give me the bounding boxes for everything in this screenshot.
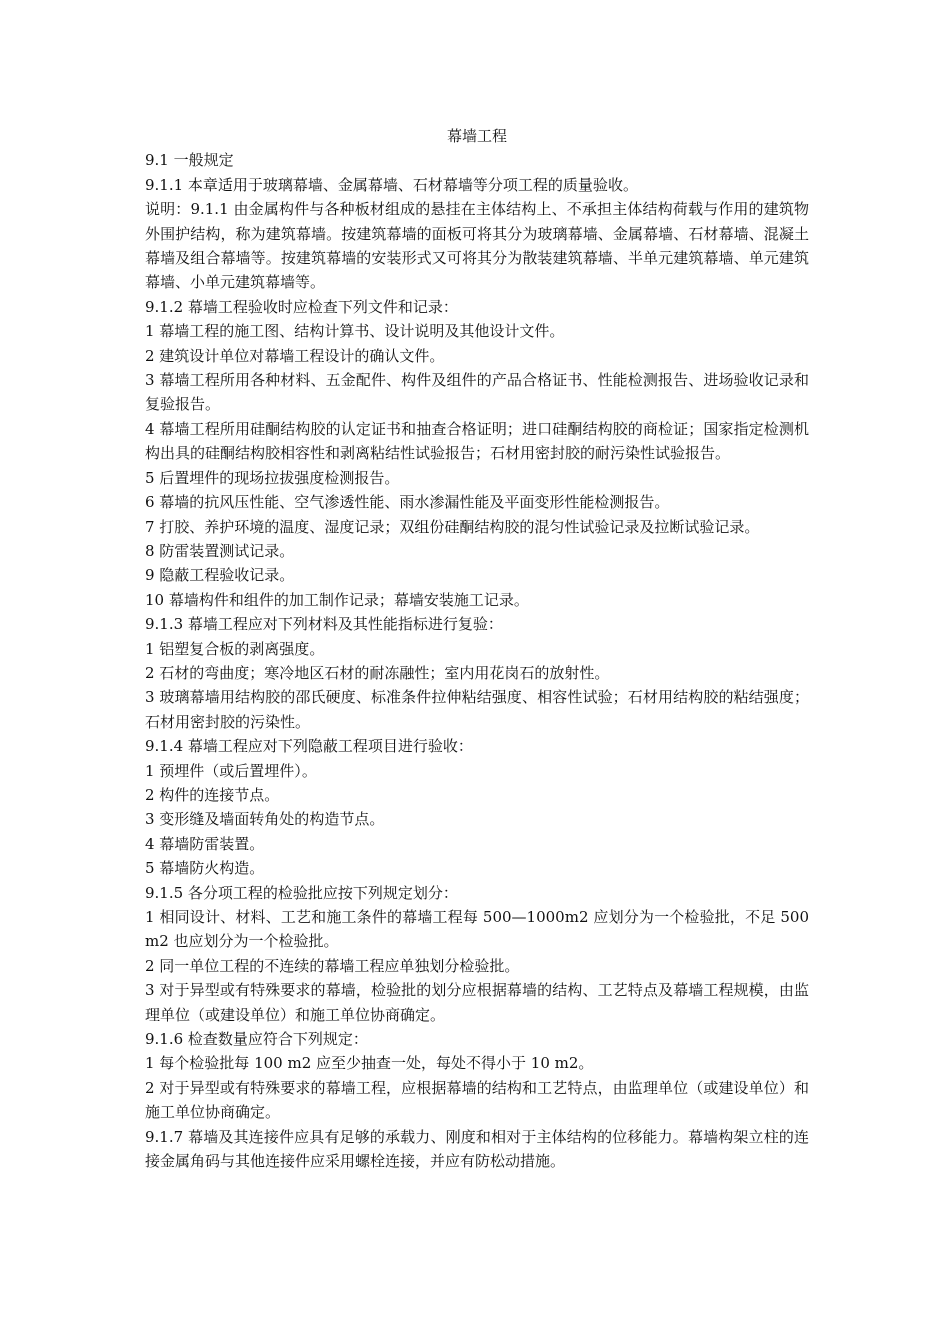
paragraph: 2 同一单位工程的不连续的幕墙工程应单独划分检验批。 (145, 956, 520, 975)
paragraph: 9 隐蔽工程验收记录。 (145, 566, 295, 585)
paragraph: 1 预埋件（或后置埋件）。 (145, 761, 317, 780)
paragraph: 7 打胶、养护环境的温度、湿度记录；双组份硅酮结构胶的混匀性试验记录及拉断试验记录。 (145, 517, 760, 536)
paragraph: 9.1.2 幕墙工程验收时应检查下列文件和记录： (145, 297, 458, 316)
paragraph: 3 幕墙工程所用各种材料、五金配件、构件及组件的产品合格证书、性能检测报告、进场验收记录和复验报告。 (145, 371, 809, 414)
paragraph: 9.1 一般规定 (145, 151, 234, 170)
paragraph: 1 铝塑复合板的剥离强度。 (145, 639, 325, 658)
paragraph: 8 防雷装置测试记录。 (145, 541, 295, 560)
paragraph: 1 每个检验批每 100 m2 应至少抽查一处，每处不得小于 10 m2。 (145, 1054, 594, 1073)
document-body (145, 148, 809, 1173)
paragraph: 9.1.1 本章适用于玻璃幕墙、金属幕墙、石材幕墙等分项工程的质量验收。 (145, 175, 638, 194)
paragraph: 4 幕墙防雷装置。 (145, 834, 265, 853)
paragraph: 9.1.6 检查数量应符合下列规定： (145, 1030, 368, 1049)
paragraph: 9.1.7 幕墙及其连接件应具有足够的承载力、刚度和相对于主体结构的位移能力。幕墙构架立柱的连接金属角码与其他连接件应采用螺栓连接，并应有防松动措施。 (145, 1127, 809, 1171)
paragraph: 2 建筑设计单位对幕墙工程设计的确认文件。 (145, 346, 445, 365)
paragraph: 3 玻璃幕墙用结构胶的邵氏硬度、标准条件拉伸粘结强度、相容性试验；石材用结构胶的粘结强度；石材用密封胶的污染性。 (145, 688, 809, 731)
paragraph: 2 石材的弯曲度；寒冷地区石材的耐冻融性；室内用花岗石的放射性。 (145, 663, 610, 682)
paragraph: 9.1.3 幕墙工程应对下列材料及其性能指标进行复验： (145, 615, 503, 634)
paragraph: 5 幕墙防火构造。 (145, 859, 265, 878)
document-page (145, 124, 809, 1173)
paragraph: 4 幕墙工程所用硅酮结构胶的认定证书和抽查合格证明；进口硅酮结构胶的商检证；国家指定检测机构出具的硅酮结构胶相容性和剥离粘结性试验报告；石材用密封胶的耐污染性试验报告。 (145, 419, 809, 463)
paragraph: 9.1.5 各分项工程的检验批应按下列规定划分： (145, 883, 458, 902)
paragraph: 10 幕墙构件和组件的加工制作记录；幕墙安装施工记录。 (145, 590, 529, 609)
paragraph: 3 对于异型或有特殊要求的幕墙，检验批的划分应根据幕墙的结构、工艺特点及幕墙工程规模，由监理单位（或建设单位）和施工单位协商确定。 (145, 981, 809, 1024)
paragraph: 说明：9.1.1 由金属构件与各种板材组成的悬挂在主体结构上、不承担主体结构荷载与作用的建筑物外围护结构，称为建筑幕墙。按建筑幕墙的面板可将其分为玻璃幕墙、金属幕墙、石材幕墙、混凝土幕墙及组合幕墙等。按建筑幕墙的安装形式又可将其分为散装建筑幕墙、半单元建筑幕墙、单元建筑幕墙、小单元建筑幕墙等。 (145, 200, 809, 292)
paragraph: 1 相同设计、材料、工艺和施工条件的幕墙工程每 500—1000m2 应划分为一个检验批，不足 500 m2 也应划分为一个检验批。 (145, 908, 809, 951)
paragraph: 2 对于异型或有特殊要求的幕墙工程，应根据幕墙的结构和工艺特点，由监理单位（或建设单位）和施工单位协商确定。 (145, 1078, 809, 1122)
paragraph: 6 幕墙的抗风压性能、空气渗透性能、雨水渗漏性能及平面变形性能检测报告。 (145, 493, 670, 512)
paragraph: 2 构件的连接节点。 (145, 785, 280, 804)
paragraph: 1 幕墙工程的施工图、结构计算书、设计说明及其他设计文件。 (145, 322, 565, 341)
document-title: 幕墙工程 (446, 127, 507, 145)
paragraph: 3 变形缝及墙面转角处的构造节点。 (145, 810, 385, 829)
paragraph: 9.1.4 幕墙工程应对下列隐蔽工程项目进行验收： (145, 737, 473, 756)
paragraph: 5 后置埋件的现场拉拔强度检测报告。 (145, 468, 400, 487)
